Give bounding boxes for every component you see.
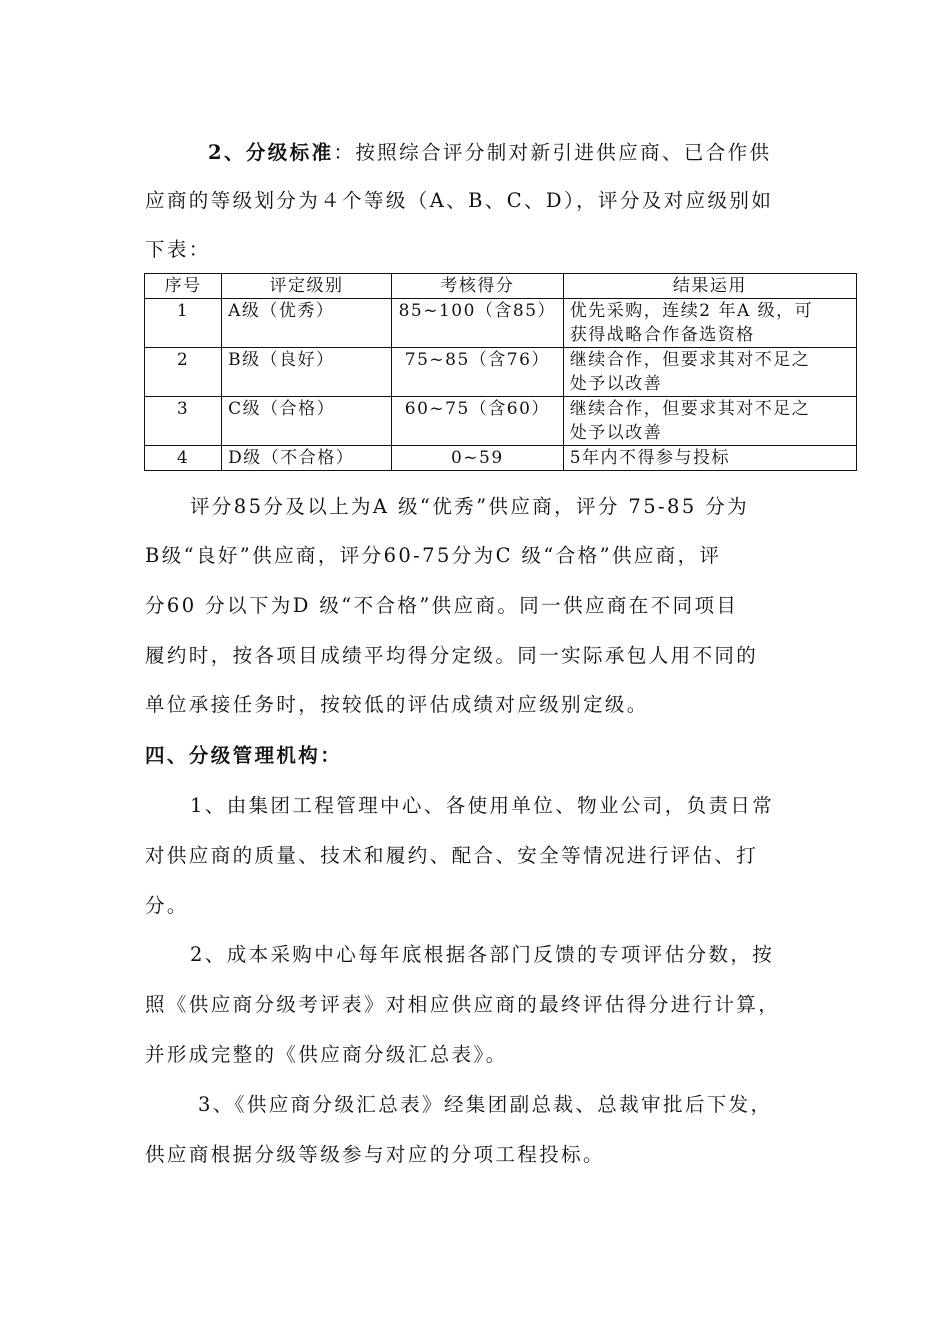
table-row [145, 397, 857, 446]
header-level: 评定级别 [222, 274, 392, 299]
table-row [145, 446, 857, 471]
table-header-row [145, 274, 857, 299]
row-no: 3 [145, 397, 222, 446]
item1-line-1: 1、由集团工程管理中心、各使用单位、物业公司，负责日常 [190, 794, 775, 817]
row-no: 4 [145, 446, 222, 471]
row-level: B级（良好） [222, 348, 392, 397]
row-level: A级（优秀） [222, 299, 392, 348]
row-level: D级（不合格） [222, 446, 392, 471]
table-row [145, 299, 857, 348]
item1-line-3: 分。 [145, 894, 189, 917]
section-heading: 2、分级标准 [208, 141, 334, 164]
row-score: 75~85（含76） [391, 348, 563, 397]
item3-line-1: 3、《供应商分级汇总表》经集团副总裁、总裁审批后下发， [198, 1093, 773, 1116]
row-result: 继续合作，但要求其对不足之 处予以改善 [563, 397, 856, 446]
row-result: 优先采购，连续2 年A 级，可 获得战略合作备选资格 [563, 299, 856, 348]
row-level: C级（合格） [222, 397, 392, 446]
section-4-heading: 四、分级管理机构： [145, 744, 343, 767]
header-result: 结果运用 [563, 274, 856, 299]
item2-line-2: 照《供应商分级考评表》对相应供应商的最终评估得分进行计算， [145, 993, 781, 1016]
row-result: 继续合作，但要求其对不足之 处予以改善 [563, 348, 856, 397]
row-no: 2 [145, 348, 222, 397]
header-no: 序号 [145, 274, 222, 299]
item2-line-3: 并形成完整的《供应商分级汇总表》。 [145, 1043, 508, 1066]
row-result: 5年内不得参与投标 [563, 446, 856, 471]
para1-line-3: 分60 分以下为D 级“不合格”供应商。同一供应商在不同项目 [145, 594, 739, 617]
intro-line-3: 下表： [145, 238, 211, 261]
para1-line-1: 评分85分及以上为A 级“优秀”供应商，评分 75-85 分为 [190, 495, 750, 518]
table-row [145, 348, 857, 397]
grade-table [144, 273, 857, 471]
intro-line-2: 应商的等级划分为４个等级（A、B、C、D），评分及对应级别如 [145, 189, 774, 212]
row-no: 1 [145, 299, 222, 348]
para1-line-4: 履约时，按各项目成绩平均得分定级。同一实际承包人用不同的 [145, 644, 759, 667]
item3-line-2: 供应商根据分级等级参与对应的分项工程投标。 [145, 1143, 605, 1166]
intro-line-1: 2、分级标准：按照综合评分制对新引进供应商、已合作供 [208, 141, 772, 164]
para1-line-5: 单位承接任务时，按较低的评估成绩对应级别定级。 [145, 693, 649, 716]
row-score: 0~59 [391, 446, 563, 471]
row-score: 60~75（含60） [391, 397, 563, 446]
para1-line-2: B级“良好”供应商，评分60-75分为C 级“合格”供应商，评 [145, 544, 722, 567]
header-score: 考核得分 [391, 274, 563, 299]
row-score: 85~100（含85） [391, 299, 563, 348]
item1-line-2: 对供应商的质量、技术和履约、配合、安全等情况进行评估、打 [145, 844, 759, 867]
item2-line-1: 2、成本采购中心每年底根据各部门反馈的专项评估分数，按 [190, 943, 775, 966]
